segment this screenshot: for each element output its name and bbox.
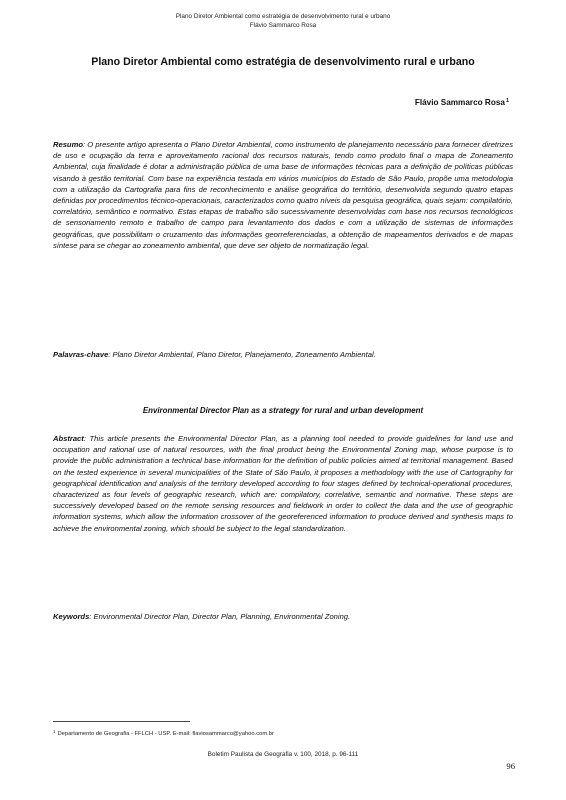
running-title: Plano Diretor Ambiental como estratégia de desenvolvimento rural e urbano bbox=[175, 13, 391, 20]
keywords-label: Keywords bbox=[53, 612, 90, 621]
abstract-text: : This article presents the Environmental Director Plan, as a planning tool needed to provide guidelines for land use and occupation and rational use of natural resources, with the final product being the Environmental Zoning map, whose purpose is to provide the public administration a technical base information for the definition of public policies aimed at territorial management. Based on the tested experience in several municipalities of the State of São Paulo, it proposes a methodology with the use of Cartography for geographical identification and analysis of the territory developed according to four stages defined by technical-operational procedures, characterized as four levels of geographic research, which are: compilatory, correlative, semantic and normative. These steps are successively developed based on the remote sensing resources and fieldwork in order to collect the data and the use of geographic information systems, which allow the information crossover of the georeferenced information to produce derived and synthesis maps to achieve the environmental zoning, which should be subject to the legal standardization. bbox=[53, 434, 513, 533]
abstract-label: Abstract bbox=[53, 434, 84, 443]
running-header bbox=[0, 13, 566, 30]
english-title: Environmental Director Plan as a strategy for rural and urban development bbox=[142, 406, 424, 415]
author-line bbox=[415, 96, 509, 108]
footnote-mark: 1 bbox=[53, 729, 56, 734]
footnote bbox=[53, 728, 274, 738]
author-footnote-mark: 1 bbox=[505, 98, 509, 104]
resumo-text: : O presente artigo apresenta o Plano Diretor Ambiental, como instrumento de planejamento necessário para fornecer diretrizes de uso e ocupação da terra e aproveitamento racional dos recursos naturais, tendo como produto final o mapa de Zoneamento Ambiental, cuja finalidade é dotar a administração pública de uma base de informações técnicas para a definição de políticas públicas visando à gestão territorial. Com base na experiência testada em vários municípios do Estado de São Paulo, propõe uma metodologia com a utilização da Cartografia para fins de reconhecimento e análise geográfica do território, desenvolvida segundo quatro etapas definidas por procedimentos técnico-operacionais, caracterizados como quatro níveis da pesquisa geográfica, quais sejam: compilatório, correlatório, semântico e normativo. Estas etapas de trabalho são sucessivamente desenvolvidas com base nos recursos tecnológicos de sensoriamento remoto e trabalho de campo para levantamento dos dados e com a utilização de sistemas de informações geográficas, que possibilitam o cruzamento das informações georreferenciadas, a obtenção de mapeamentos derivados e de mapas síntese para se chegar ao zoneamento ambiental, que deve ser objeto de normatização legal. bbox=[53, 140, 513, 250]
article-title: Plano Diretor Ambiental como estratégia de desenvolvimento rural e urbano bbox=[91, 56, 475, 68]
palavras-chave-text: : Plano Diretor Ambiental, Plano Diretor, Planejamento, Zoneamento Ambiental. bbox=[108, 350, 376, 359]
palavras-chave-paragraph bbox=[53, 349, 513, 360]
keywords-text: : Environmental Director Plan, Director Plan, Planning, Environmental Zoning. bbox=[89, 612, 351, 621]
page-number: 96 bbox=[506, 761, 515, 771]
journal-footer: Boletim Paulista de Geografia v. 100, 2018, p. 96-111 bbox=[207, 751, 359, 758]
keywords-paragraph bbox=[53, 611, 513, 622]
author-name: Flávio Sammarco Rosa bbox=[414, 98, 505, 107]
running-author: Flávio Sammarco Rosa bbox=[249, 21, 317, 29]
footnote-divider bbox=[53, 721, 190, 722]
resumo-paragraph bbox=[53, 139, 513, 251]
palavras-chave-label: Palavras-chave bbox=[53, 350, 109, 359]
footnote-text: Departamento de Geografia - FFLCH - USP. E-mail: flaviosammarco@yahoo.com.br bbox=[57, 731, 274, 737]
resumo-label: Resumo bbox=[53, 140, 83, 149]
abstract-paragraph bbox=[53, 433, 513, 534]
